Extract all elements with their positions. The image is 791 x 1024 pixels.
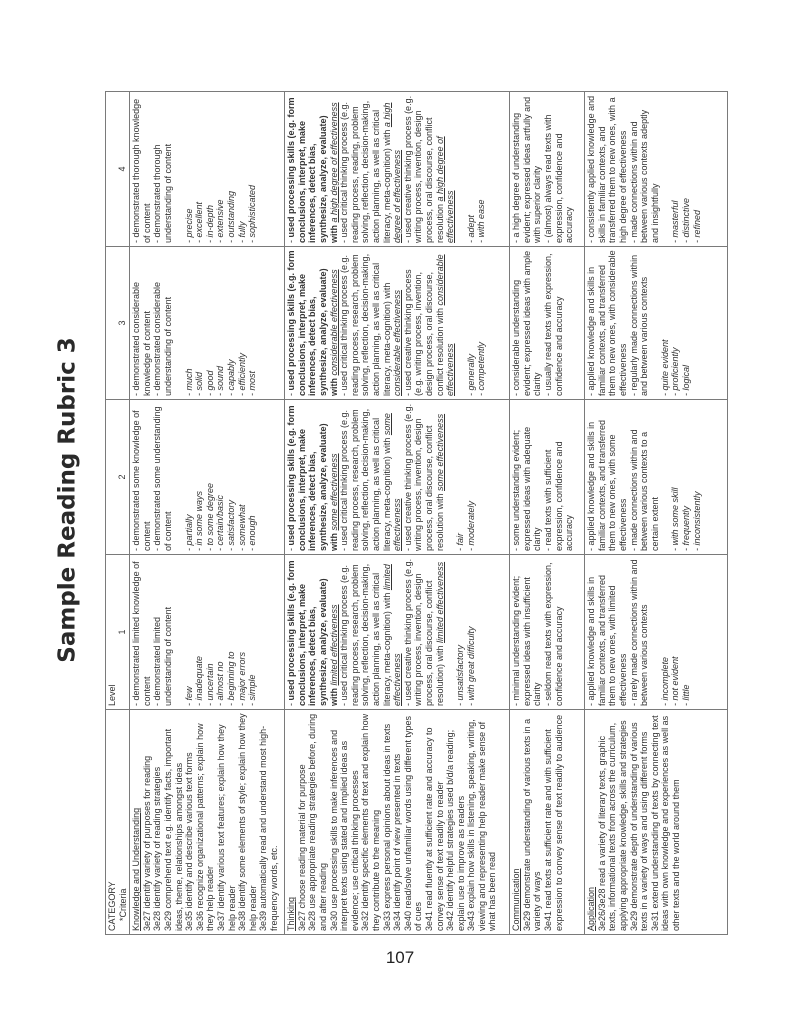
creative-qualifier: limited effectiveness: [434, 561, 445, 643]
creative-text: used creative thinking process (e.g. writing process, invention, design process, oral discourse, conflict resolution: [402, 95, 445, 243]
creative-descriptor: - used creative thinking process (e.g. writing process, invention, design process, oral discourse, conflict resolution) with limited effectiveness: [402, 558, 445, 706]
qualifier: - incomplete: [659, 656, 670, 706]
criterion: 3e39 automatically read and understand most high-frequency words, etc.: [258, 725, 279, 931]
criterion: 3e27 identify variety of purposes for reading: [141, 755, 152, 931]
qualifier-list: [670, 95, 702, 243]
processing-text: used processing skills (e.g. form conclusions, interpret, make inferences, detect bias, synthesize, analyze, evaluate) with: [286, 560, 339, 706]
qualifier-list: [455, 558, 476, 706]
qualifier: - logical: [680, 364, 691, 396]
qualifier: - capably: [225, 359, 236, 396]
criterion: 3e34 identify point of view presented in texts: [392, 753, 403, 931]
creative-qualifier: some effectiveness: [434, 413, 445, 491]
category-label: CATEGORY: [107, 881, 117, 931]
critical-qualifier: considerable effectiveness: [392, 289, 403, 396]
critical-text: used critical thinking process (e.g. reading process, research, problem solving, reflection, decision-making, action planning, as well as critical literacy, meta-cognition) with: [339, 563, 392, 706]
qualifier: - good: [204, 370, 215, 396]
row-knowledge-understanding: [130, 92, 285, 935]
qualifier-list: [455, 403, 476, 551]
qualifier: - competently: [476, 341, 487, 396]
level-3-cell: [510, 247, 585, 400]
level-1-cell: [130, 555, 285, 710]
descriptor: - made connections within and between various contexts adeptly and insightfully: [628, 109, 660, 243]
qualifier: - refined: [691, 209, 702, 243]
processing-descriptor: - used processing skills (e.g. form conclusions, interpret, make inferences, detect bias, synthesize, analyze, evaluate) with some effectiveness: [286, 405, 339, 551]
qualifier: - sound: [215, 365, 226, 396]
criteria-cell: [585, 710, 728, 935]
critical-text: used critical thinking process (e.g. reading process, research, problem solving, reflection, decision-making, action planning, as well as critical literacy, meta-cognition) with: [339, 408, 392, 551]
creative-text: used creative thinking process (e.g. writing process, invention, design process, oral discourse, conflict resolution with: [402, 403, 445, 551]
criterion: 3e37 identify various text features; explain how they help reader: [215, 724, 237, 931]
criterion: 3e26/3e28 read a variety of literary texts, graphic texts, informational texts from across the curriculum, applying appropriate knowledge, skills and strategies: [596, 720, 628, 931]
criteria-label: *Criteria: [117, 888, 128, 921]
rubric-table-container: [105, 92, 725, 935]
criterion: 3e31 extend understanding of texts by connecting text ideas with own knowledge and experiences as well as other texts and the world around them: [649, 715, 681, 931]
qualifier: - much: [183, 368, 194, 396]
processing-descriptor: - used processing skills (e.g. form conclusions, interpret, make inferences, detect bias, synthesize, analyze, evaluate) with limited effectiveness: [286, 560, 339, 706]
section-heading: Application: [586, 886, 597, 931]
creative-text: used creative thinking process (e.g. writing process, invention, design process, oral discourse, conflict resolution) with: [402, 558, 445, 706]
qualifier: - almost no: [215, 661, 226, 706]
qualifier: - extensive: [215, 199, 226, 243]
row-communication: [510, 92, 585, 935]
processing-descriptor: - used processing skills (e.g. form conclusions, interpret, make inferences, detect bias, synthesize, analyze, evaluate) with a high degree of effectiveness: [286, 97, 339, 243]
header-level-3-cell: [106, 247, 130, 400]
critical-text: used critical thinking process (e.g. reading process, research, problem solving, reflection, decision-making, action planning, as well as critical literacy, meta-cognition) with: [339, 253, 392, 396]
descriptor: - seldom read texts with expression, confidence and accuracy: [542, 562, 564, 706]
descriptor: - some understanding evident; expressed ideas with adequate clarity: [511, 426, 543, 551]
critical-qualifier: some effectiveness: [381, 413, 403, 551]
critical-descriptor: - used critical thinking process (e.g. reading process, reading, problem solving, reflection, decision-making, action planning, as well as critical literacy, meta-cognition) with a high degree of effectiveness: [339, 100, 403, 243]
criterion: 3e32 identify specific elements of text and explain how they contribute to the meaning: [360, 713, 381, 931]
criterion: 3e41 read fluently at sufficient rate and accuracy to convey sense of text readily to reader: [423, 727, 445, 931]
qualifier-list: [184, 403, 258, 551]
header-level-4-cell: [106, 92, 130, 247]
header-row: [106, 92, 130, 935]
qualifier: - to some degree: [204, 482, 215, 551]
criteria-cell: [130, 710, 285, 935]
criterion: 3e27 choose reading material for purpose: [296, 764, 307, 931]
creative-text: used creative thinking process (e.g. writing process, invention, design process, oral discourse, conflict resolution with: [402, 269, 445, 396]
descriptor: - usually read texts with expression, confidence and accuracy: [542, 253, 564, 396]
critical-qualifier: a high degree of effectiveness: [381, 102, 403, 243]
creative-descriptor: - used creative thinking process (e.g. writing process, invention, design process, oral discourse, conflict resolution with some effectiveness: [402, 403, 445, 551]
criterion: 3e38 identify some elements of style; explain how they help reader: [237, 713, 258, 931]
qualifier-list: [466, 95, 487, 243]
qualifier: - outstanding: [225, 190, 236, 243]
processing-qualifier: limited effectiveness: [328, 604, 339, 686]
level-2-cell: [510, 400, 585, 555]
creative-qualifier: considerable effectiveness: [434, 254, 456, 396]
criteria-cell: [510, 710, 585, 935]
criterion: 3e36 recognize organizational patterns; explain how they help reader: [194, 723, 216, 931]
qualifier: - partially: [183, 514, 194, 551]
criterion: 3e35 identify and describe various text forms: [184, 752, 195, 931]
criterion: 3e28 identify variety of reading strategies: [152, 766, 163, 931]
level-4-cell: [510, 92, 585, 247]
critical-descriptor: - used critical thinking process (e.g. reading process, research, problem solving, reflection, decision-making, action planning, as well as critical literacy, meta-cognition) with some effectiveness: [339, 408, 403, 551]
qualifier: - fair: [455, 533, 466, 551]
criterion: 3e28 use appropriate reading strategies before, during and after reading: [307, 713, 328, 931]
criterion: 3e29 demonstrate understanding of various texts in a variety of ways: [521, 718, 543, 931]
qualifier: - enough: [247, 515, 258, 551]
qualifier: - in-depth: [204, 204, 215, 243]
level-3-cell: [130, 247, 285, 400]
level-4-cell: [585, 92, 728, 247]
qualifier: - uncertain: [204, 663, 215, 706]
header-level-1-cell: [106, 555, 130, 710]
qualifier: - certain/basic: [215, 494, 226, 551]
level-4-number: 4: [116, 166, 127, 172]
qualifier: - with great difficulty: [465, 626, 476, 706]
qualifier: - fully: [236, 221, 247, 243]
criteria-cell: [285, 710, 510, 935]
page-title-wrap: [48, 280, 88, 720]
critical-text: used critical thinking process (e.g. reading process, reading, problem solving, reflection, decision-making, action planning, as well as critical literacy, meta-cognition) with: [339, 100, 392, 243]
criterion: 3e30 use processing skills to make inferences and interpret texts using stated and implied ideas as evidence; use critical thinking processes: [328, 729, 360, 931]
descriptor: - read texts with sufficient expression, confidence and accuracy: [542, 441, 575, 551]
qualifier: - most: [247, 370, 258, 396]
qualifier-list: [660, 250, 692, 396]
qualifier: - with some skill: [670, 487, 681, 551]
header-category-cell: [106, 710, 130, 935]
descriptor: - demonstrated some understanding of content: [152, 406, 173, 551]
level-1-cell: [285, 555, 510, 710]
qualifier: - satisfactory: [225, 499, 236, 551]
processing-text: used processing skills (e.g. form conclusions, interpret, make inferences, detect bias, synthesize, analyze, evaluate) with: [286, 250, 339, 396]
qualifier: - inadequate: [194, 655, 205, 706]
page-title: Sample Reading Rubric 3: [55, 337, 82, 663]
level-2-number: 2: [116, 474, 127, 480]
qualifier: - little: [680, 684, 691, 706]
section-heading: Knowledge and Understanding: [131, 807, 142, 931]
section-heading: Thinking: [286, 896, 297, 931]
descriptor: - demonstrated some knowledge of content: [131, 410, 152, 551]
level-3-number: 3: [116, 320, 127, 326]
qualifier: - unsatisfactory: [455, 644, 466, 706]
qualifier: - in some ways: [194, 490, 205, 551]
qualifier: - precise: [183, 208, 194, 243]
criterion: 3e40 read/solve unfamiliar words using different types of cues: [402, 716, 424, 931]
qualifier: - distinctive: [680, 197, 691, 243]
level-1-cell: [585, 555, 728, 710]
level-1-cell: [510, 555, 585, 710]
qualifier: - with ease: [476, 199, 487, 243]
criterion: 3e29 demonstrate depth of understanding of various texts in a variety of ways and using different forms: [628, 722, 650, 931]
descriptor: - applied knowledge and skills in familiar contexts, and transferred them to new ones, with some effectiveness: [586, 419, 628, 551]
descriptor: - applied knowledge and skills in familiar contexts, and transferred them to new ones, with considerable effectiveness: [586, 250, 628, 396]
level-4-cell: [130, 92, 285, 247]
qualifier: - inconsistently: [691, 491, 702, 551]
qualifier: - sophisticated: [247, 184, 258, 243]
descriptor: - demonstrated considerable knowledge of content: [131, 281, 152, 396]
qualifier-list: [670, 403, 702, 551]
row-application: [585, 92, 728, 935]
qualifier-list: [184, 558, 258, 706]
processing-descriptor: - used processing skills (e.g. form conclusions, interpret, make inferences, detect bias, synthesize, analyze, evaluate) with considerable effectiveness: [286, 250, 339, 396]
qualifier-list: [184, 95, 258, 243]
row-thinking: [285, 92, 510, 935]
descriptor: - made connections within and between various contexts to a certain extent: [628, 429, 660, 551]
descriptor: - minimal understanding evident; expressed ideas with insufficient clarity: [511, 575, 543, 706]
qualifier: - few: [183, 686, 194, 706]
criterion: 3e41 read texts at sufficient rate and with sufficient expression to convey sense of text readily to audience: [542, 714, 564, 931]
section-heading: Communication: [511, 868, 522, 931]
qualifier: - beginning to: [225, 651, 236, 706]
creative-descriptor: - used creative thinking process (e.g. writing process, invention, design process, oral discourse, conflict resolution with considerable effectiveness: [402, 254, 456, 396]
descriptor: - regularly made connections within and between various contexts: [628, 254, 650, 396]
header-level-2-cell: [106, 400, 130, 555]
reading-rubric-table: [105, 91, 728, 935]
qualifier: - masterful: [670, 200, 681, 243]
descriptor: - consistently applied knowledge and skills in familiar contexts, and transferred them to new ones, with a high degree of effectiveness: [586, 95, 628, 243]
critical-descriptor: - used critical thinking process (e.g. reading process, research, problem solving, reflection, decision-making, action planning, as well as critical literacy, meta-cognition) with considerable effectiveness: [339, 253, 403, 396]
descriptor: - rarely made connections within and between various contexts: [628, 559, 650, 706]
level-1-number: 1: [116, 629, 127, 635]
critical-descriptor: - used critical thinking process (e.g. reading process, research, problem solving, reflection, decision-making, action planning, as well as critical literacy, meta-cognition) with limited effectiveness: [339, 563, 403, 706]
descriptor: - demonstrated limited understanding of content: [152, 606, 173, 706]
creative-qualifier: a high degree of effectiveness: [434, 136, 456, 243]
level-label: Level: [107, 684, 117, 706]
level-3-cell: [285, 247, 510, 400]
descriptor: - (almost) always read texts with expression, confidence and accuracy: [542, 114, 575, 243]
processing-qualifier: some effectiveness: [328, 453, 339, 531]
criterion: 3e33 express personal opinions about ideas in texts: [381, 723, 392, 931]
descriptor: - applied knowledge and skills in familiar contexts, and transferred them to new ones, with limited effectiveness: [586, 574, 628, 706]
qualifier: - major errors: [236, 651, 247, 706]
rotated-table-frame: [105, 92, 725, 935]
descriptor: - demonstrated limited knowledge of content: [131, 561, 152, 706]
page-number: 107: [385, 948, 415, 967]
qualifier: - proficiently: [670, 347, 681, 396]
qualifier: - quite evident: [659, 339, 670, 396]
processing-qualifier: considerable effectiveness: [328, 269, 339, 376]
criterion: 3e43 explain how skills in listening, speaking, writing, viewing and representing help reader make sense of what has been read: [466, 719, 498, 931]
level-2-cell: [585, 400, 728, 555]
critical-qualifier: limited effectiveness: [381, 564, 403, 706]
processing-text: used processing skills (e.g. form conclusions, interpret, make inferences, detect bias, synthesize, analyze, evaluate) with: [286, 97, 339, 243]
level-2-cell: [130, 400, 285, 555]
level-4-cell: [285, 92, 510, 247]
qualifier: - adept: [465, 214, 476, 243]
qualifier: - generally: [465, 353, 476, 396]
criterion: 3e42 identify helpful strategies used b/d/a reading; explain use to improve as readers: [445, 729, 466, 931]
qualifier: - not evident: [670, 656, 681, 706]
qualifier-list: [660, 558, 692, 706]
qualifier: - efficiently: [236, 352, 247, 396]
level-2-cell: [285, 400, 510, 555]
qualifier: - simple: [247, 674, 258, 706]
descriptor: - considerable understanding evident; expressed ideas with ample clarity: [511, 250, 543, 396]
qualifier: - frequently: [680, 505, 691, 551]
qualifier: - solid: [194, 371, 205, 396]
qualifier-list: [184, 250, 258, 396]
descriptor: - demonstrated thorough understanding of content: [152, 143, 173, 243]
descriptor: - demonstrated considerable understanding of content: [152, 281, 173, 396]
processing-qualifier: a high degree of effectiveness: [328, 102, 339, 223]
descriptor: - demonstrated thorough knowledge of content: [131, 98, 152, 243]
level-3-cell: [585, 247, 728, 400]
qualifier-list: [466, 250, 487, 396]
qualifier: - excellent: [194, 201, 205, 243]
qualifier: - moderately: [465, 500, 476, 551]
descriptor: - a high degree of understanding evident; expressed ideas artfully and with superior clarity: [511, 96, 543, 243]
criterion: 3e29 comprehend text e.g. identify facts, important ideas, theme, relationships amongst ideas: [162, 728, 184, 931]
creative-descriptor: - used creative thinking process (e.g. writing process, invention, design process, oral discourse, conflict resolution a high degree of effectiveness: [402, 95, 456, 243]
processing-text: used processing skills (e.g. form conclusions, interpret, make inferences, detect bias, synthesize, analyze, evaluate) with: [286, 405, 339, 551]
qualifier: - somewhat: [236, 504, 247, 551]
